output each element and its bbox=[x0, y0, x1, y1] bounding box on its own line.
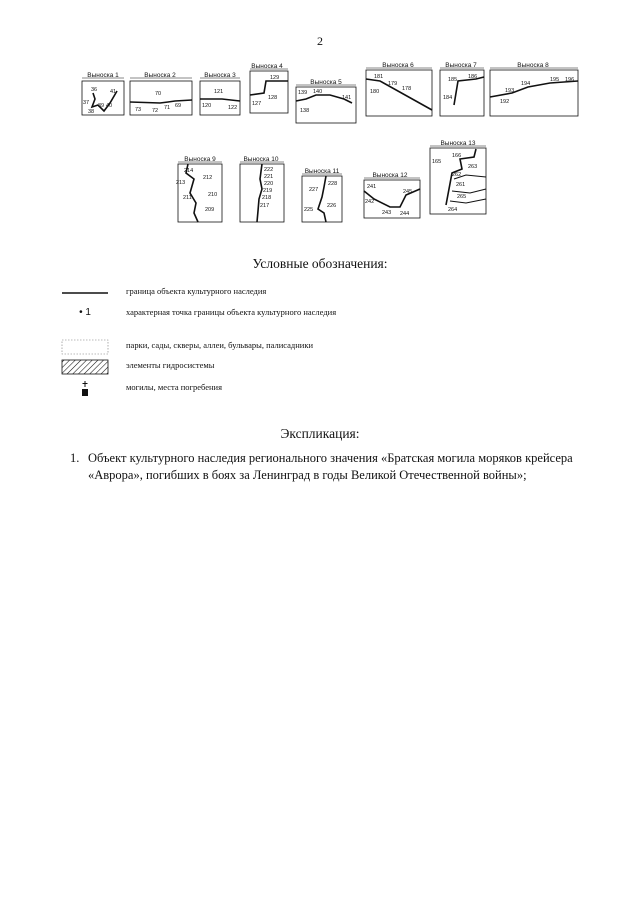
callout-10 bbox=[240, 156, 284, 222]
callout-title: Выноска 11 bbox=[304, 168, 340, 175]
legend-item-graves bbox=[60, 380, 620, 398]
callout-label: 165 bbox=[432, 159, 442, 165]
callout-label: 222 bbox=[264, 167, 274, 173]
callout-label: 262 bbox=[452, 172, 462, 178]
callout-label: 218 bbox=[262, 195, 272, 201]
callout-label: 214 bbox=[184, 168, 194, 174]
callout-label: 219 bbox=[263, 188, 273, 194]
callout-title: Выноска 10 bbox=[243, 156, 279, 163]
callout-label: 69 bbox=[175, 103, 182, 109]
callout-label: 212 bbox=[203, 175, 213, 181]
callout-title: Выноска 6 bbox=[382, 62, 414, 69]
callout-4 bbox=[250, 63, 288, 113]
callout-label: 193 bbox=[505, 88, 515, 94]
callout-label: 217 bbox=[260, 203, 270, 209]
callout-8 bbox=[490, 62, 578, 116]
callout-label: 227 bbox=[309, 187, 319, 193]
callout-title: Выноска 3 bbox=[204, 72, 236, 79]
callout-title: Выноска 9 bbox=[184, 156, 216, 163]
callout-label: 37 bbox=[83, 100, 90, 106]
callout-11 bbox=[302, 168, 342, 222]
callout-label: 195 bbox=[550, 77, 560, 83]
legend-text: парки, сады, скверы, аллеи, бульвары, палисадники bbox=[126, 340, 314, 350]
callout-label: 265 bbox=[457, 194, 467, 200]
callout-label: 71 bbox=[164, 105, 171, 111]
callout-label: 225 bbox=[304, 207, 314, 213]
callout-title: Выноска 7 bbox=[445, 62, 477, 69]
callout-label: 179 bbox=[388, 81, 398, 87]
callout-label: 221 bbox=[264, 174, 274, 180]
callout-maps bbox=[0, 55, 640, 245]
callout-label: 263 bbox=[468, 164, 478, 170]
callout-label: 213 bbox=[176, 180, 186, 186]
callout-label: 120 bbox=[202, 103, 212, 109]
callout-title: Выноска 8 bbox=[517, 62, 549, 69]
callout-3 bbox=[200, 72, 240, 115]
callout-label: 209 bbox=[205, 207, 215, 213]
callout-label: 194 bbox=[521, 81, 531, 87]
legend-text: могилы, места погребения bbox=[126, 382, 223, 392]
page-number: 2 bbox=[317, 34, 323, 48]
callout-label: 139 bbox=[298, 90, 308, 96]
callout-title: Выноска 12 bbox=[372, 172, 408, 179]
callout-label: 241 bbox=[367, 184, 377, 190]
callout-title: Выноска 1 bbox=[87, 72, 119, 79]
callout-label: 129 bbox=[270, 75, 280, 81]
callout-label: 36 bbox=[91, 87, 98, 93]
callout-label: 186 bbox=[468, 74, 478, 80]
hydro-hatch-symbol bbox=[60, 358, 110, 376]
callout-label: 184 bbox=[443, 95, 453, 101]
callout-label: 121 bbox=[214, 89, 224, 95]
callout-label: 70 bbox=[155, 91, 162, 97]
callout-7 bbox=[440, 62, 484, 116]
legend-item-point bbox=[60, 305, 620, 323]
callout-12 bbox=[364, 172, 420, 218]
callout-label: 228 bbox=[328, 181, 338, 187]
legend-item-parks bbox=[60, 338, 620, 356]
callout-label: 40 bbox=[106, 103, 113, 109]
explication-title: Экспликация: bbox=[280, 426, 360, 441]
callout-13 bbox=[430, 140, 486, 214]
callout-5 bbox=[296, 79, 356, 123]
legend-item-boundary bbox=[60, 284, 620, 302]
callout-label: 180 bbox=[370, 89, 380, 95]
legend-text: элементы гидросистемы bbox=[126, 360, 215, 370]
callout-label: 141 bbox=[342, 95, 352, 101]
callout-label: 242 bbox=[365, 199, 375, 205]
boundary-line-symbol bbox=[60, 284, 110, 302]
callout-label: 128 bbox=[268, 95, 278, 101]
callout-label: 210 bbox=[208, 192, 218, 198]
callout-label: 220 bbox=[264, 181, 274, 187]
callout-label: 73 bbox=[135, 107, 142, 113]
callout-label: 226 bbox=[327, 203, 337, 209]
callout-label: 261 bbox=[456, 182, 466, 188]
callout-title: Выноска 13 bbox=[440, 140, 476, 147]
callout-label: 140 bbox=[313, 89, 323, 95]
callout-label: 138 bbox=[300, 108, 310, 114]
callout-title: Выноска 4 bbox=[251, 63, 283, 70]
callout-label: 192 bbox=[500, 99, 510, 105]
callout-label: 41 bbox=[110, 89, 117, 95]
explication-item-text: Объект культурного наследия регионального значения «Братская могила моряков крейсера «Аврора», погибших в боях за Ленинград в годы Великой Отечественной войны»; bbox=[88, 451, 573, 482]
callout-title: Выноска 5 bbox=[310, 79, 342, 86]
grave-icon bbox=[60, 380, 110, 398]
callout-label: 185 bbox=[448, 77, 458, 83]
callout-9 bbox=[176, 156, 222, 222]
callout-title: Выноска 2 bbox=[144, 72, 176, 79]
callout-label: 38 bbox=[88, 109, 95, 115]
explication-item-number: 1. bbox=[70, 451, 80, 465]
callout-label: 72 bbox=[152, 108, 159, 114]
legend-item-water bbox=[60, 358, 620, 376]
callout-2 bbox=[130, 72, 192, 115]
parks-symbol bbox=[60, 338, 110, 356]
callout-6 bbox=[366, 62, 432, 116]
callout-label: 211 bbox=[183, 195, 192, 201]
callout-label: 166 bbox=[452, 153, 462, 159]
callout-label: 264 bbox=[448, 207, 458, 213]
point-symbol: • 1 bbox=[79, 307, 91, 318]
callout-label: 39 bbox=[98, 103, 105, 109]
callout-label: 178 bbox=[402, 86, 412, 92]
callout-label: 244 bbox=[400, 211, 410, 217]
legend-text: граница объекта культурного наследия bbox=[126, 286, 267, 296]
callout-1 bbox=[82, 72, 124, 115]
callout-label: 122 bbox=[228, 105, 238, 111]
callout-label: 196 bbox=[565, 77, 575, 83]
callout-label: 243 bbox=[382, 210, 392, 216]
legend-text: характерная точка границы объекта культурного наследия bbox=[126, 307, 337, 317]
legend-title: Условные обозначения: bbox=[252, 256, 388, 271]
callout-label: 127 bbox=[252, 101, 262, 107]
callout-label: 245 bbox=[403, 189, 413, 195]
callout-label: 181 bbox=[374, 74, 384, 80]
